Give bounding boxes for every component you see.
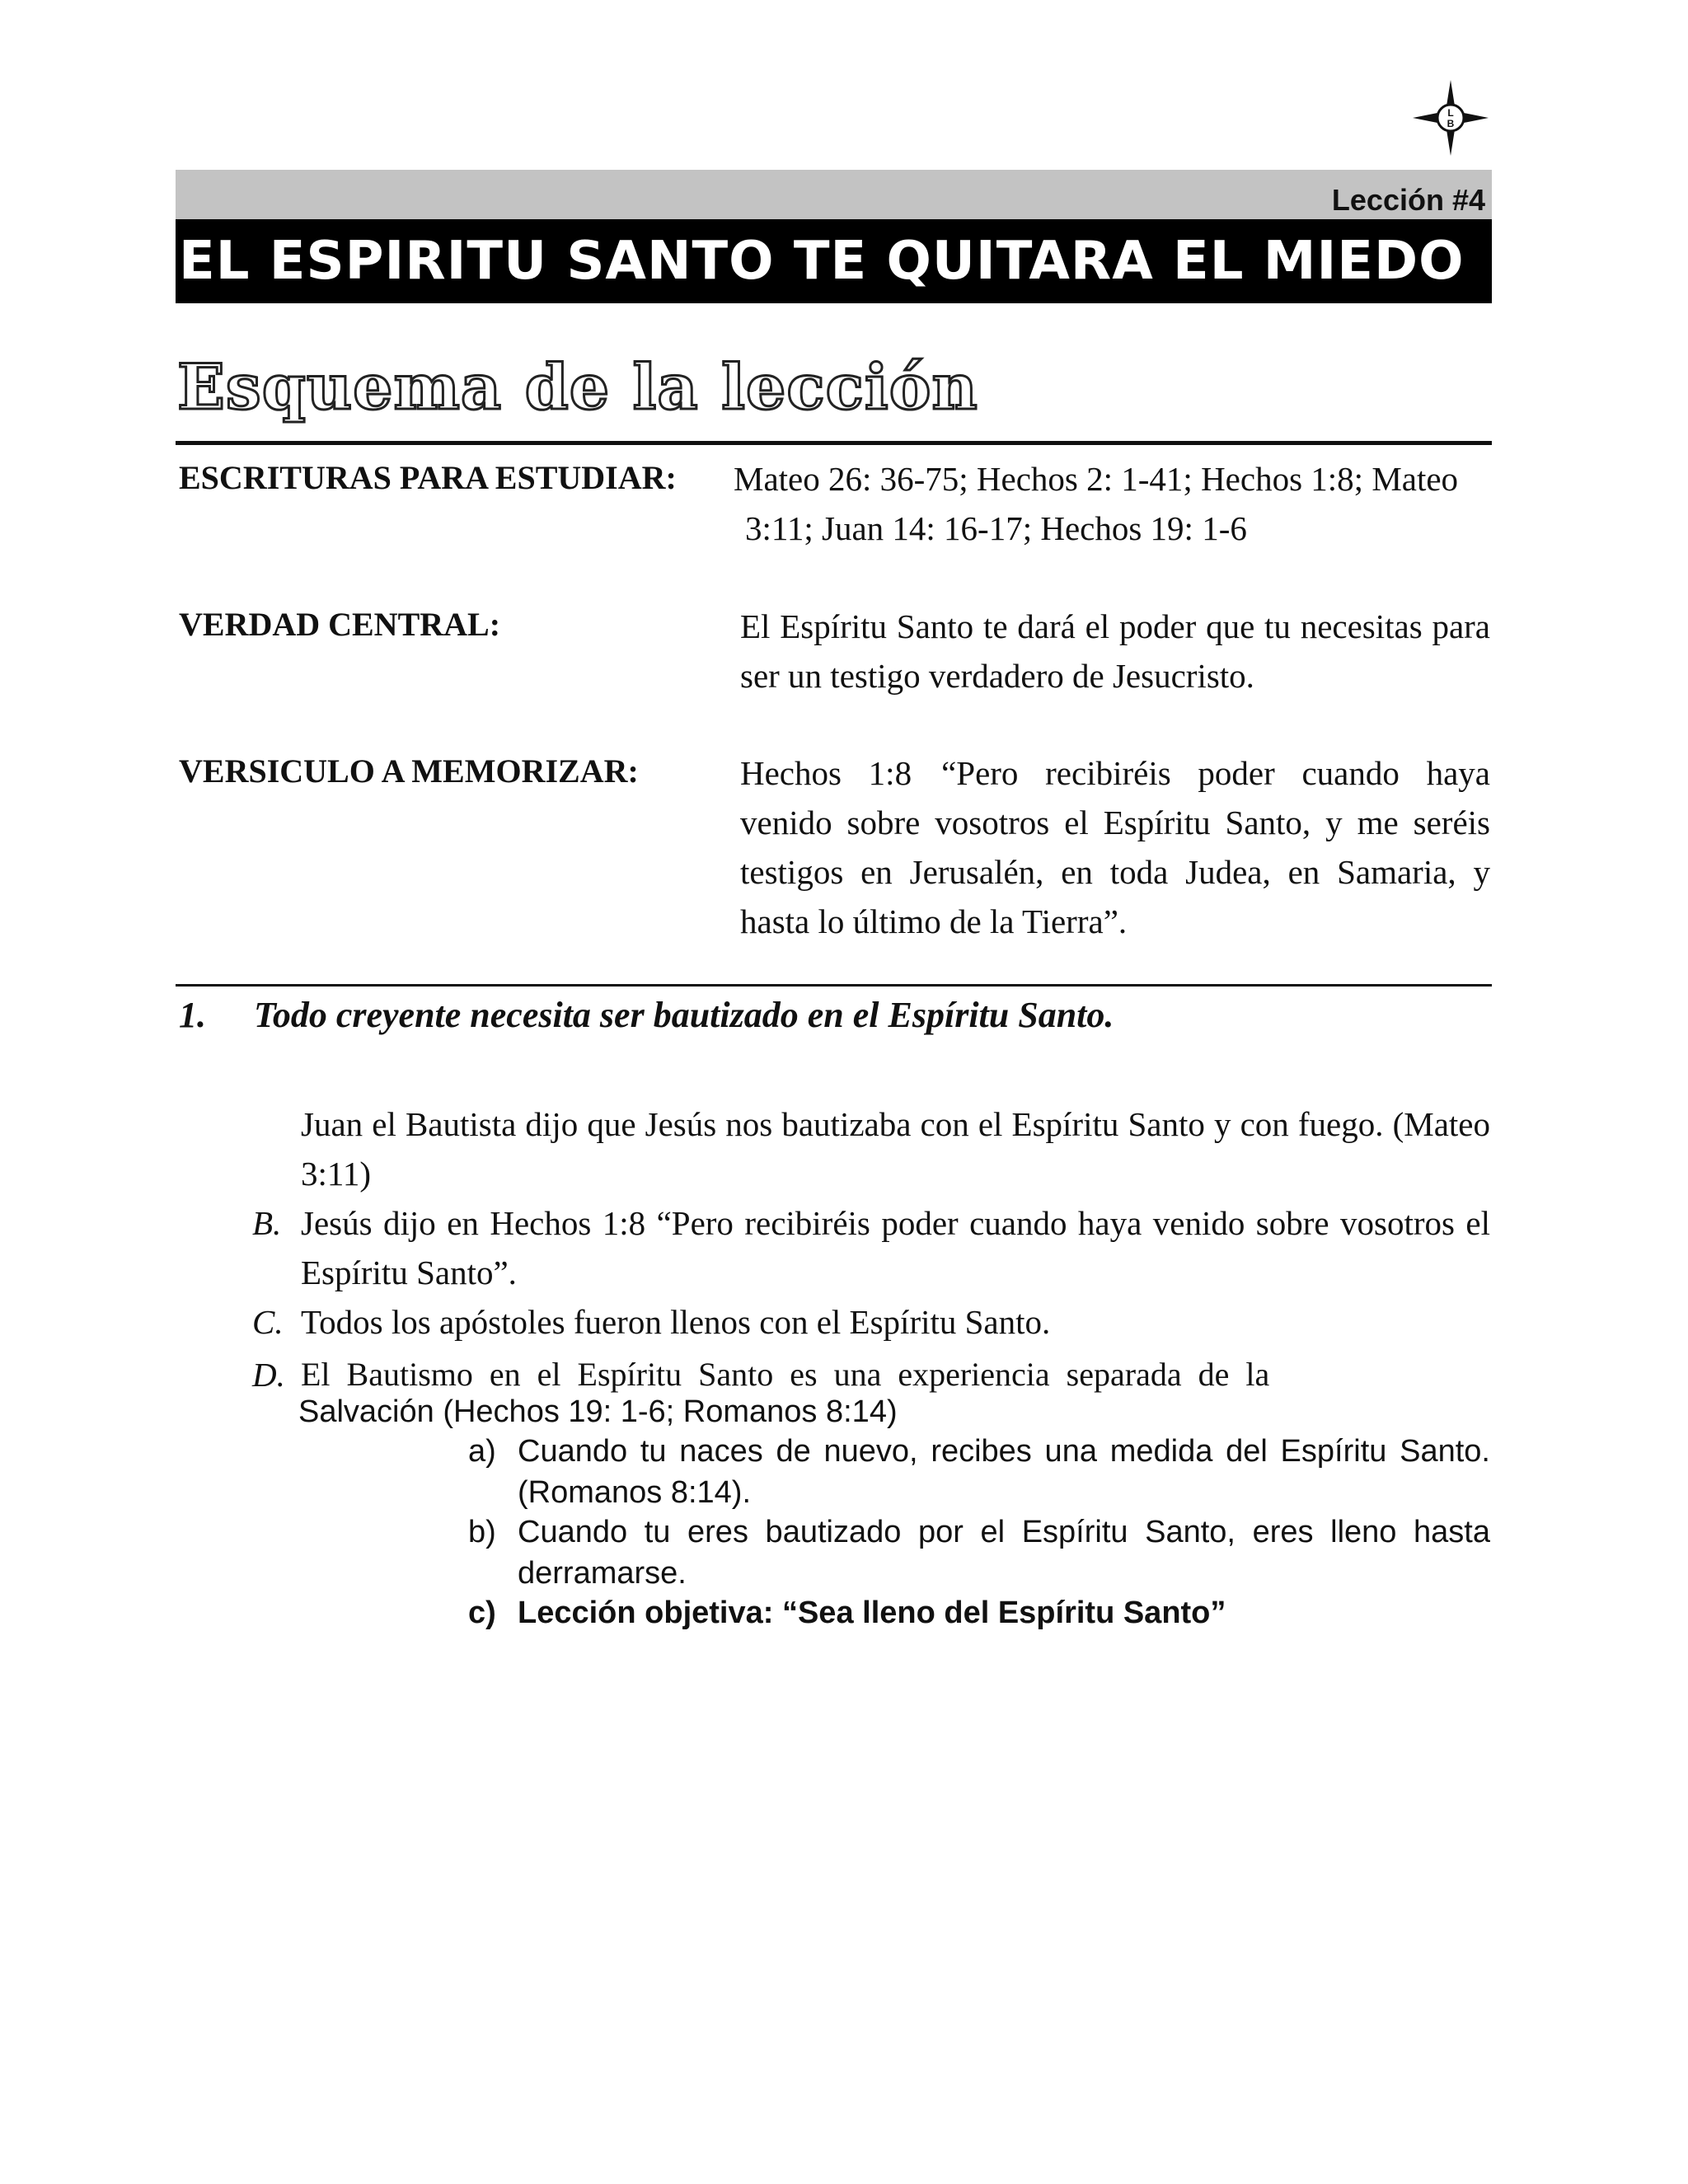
sub-item-letter: a) <box>468 1434 496 1469</box>
outline-heading: Esquema de la lección <box>177 350 978 424</box>
point-title: Todo creyente necesita ser bautizado en el Espíritu Santo. <box>254 995 1114 1035</box>
list-item-d-line-2: Salvación (Hechos 19: 1-6; Romanos 8:14) <box>298 1394 898 1429</box>
scriptures-value <box>734 454 1484 553</box>
logo-letter-b: B <box>1447 118 1455 129</box>
logo-letter-l: L <box>1447 107 1454 119</box>
sub-item: Cuando tu eres bautizado por el Espíritu Santo, eres lleno hasta derramarse. <box>518 1515 1490 1591</box>
list-item: Todos los apóstoles fueron llenos con el Espíritu Santo. <box>301 1303 1051 1341</box>
list-item: Jesús dijo en Hechos 1:8 “Pero recibiréis poder cuando haya venido sobre vosotros el Espíritu Santo”. <box>301 1204 1490 1291</box>
list-item-letter: D. <box>252 1356 285 1394</box>
point-number: 1. <box>179 995 206 1035</box>
list-item-letter: B. <box>252 1204 282 1242</box>
compass-star-icon <box>1411 78 1490 157</box>
sub-item: Cuando tu naces de nuevo, recibes una medida del Espíritu Santo. (Romanos 8:14). <box>518 1434 1490 1510</box>
memory-verse-label: VERSICULO A MEMORIZAR: <box>179 752 639 790</box>
memory-verse-value <box>740 748 1490 946</box>
lesson-title: EL ESPIRITU SANTO TE QUITARA EL MIEDO <box>176 219 1492 303</box>
list-item: Juan el Bautista dijo que Jesús nos bautizaba con el Espíritu Santo y con fuego. (Mateo 3:11) <box>301 1105 1490 1193</box>
section-divider <box>176 441 1492 445</box>
central-truth-value: El Espíritu Santo te dará el poder que tu necesitas para ser un testigo verdadero de Jesucristo. <box>740 607 1490 695</box>
central-truth-label: VERDAD CENTRAL: <box>179 606 501 643</box>
sub-item-letter: c) <box>468 1596 496 1630</box>
header-band <box>176 170 1492 219</box>
scriptures-line-1: Mateo 26: 36-75; Hechos 2: 1-41; Hechos 1:8; Mateo <box>734 460 1459 498</box>
point-divider <box>176 984 1492 987</box>
scriptures-label: ESCRITURAS PARA ESTUDIAR: <box>179 459 677 496</box>
memory-verse-text: “Pero recibiréis poder cuando haya venido sobre vosotros el Espíritu Santo, y me seréis testigos en Jerusalén, en toda Judea, en Samaria, y hasta lo último de la Tierra”. <box>740 754 1490 940</box>
lesson-number: Lección #4 <box>1331 183 1485 217</box>
sub-item-letter: b) <box>468 1515 496 1549</box>
scriptures-line-2: 3:11; Juan 14: 16-17; Hechos 19: 1-6 <box>745 509 1247 547</box>
sub-item-objective: Lección objetiva: “Sea lleno del Espíritu Santo” <box>518 1596 1226 1630</box>
list-item-d-line-1: El Bautismo en el Espíritu Santo es una experiencia separada de la <box>301 1356 1270 1393</box>
memory-verse-reference: Hechos 1:8 <box>740 754 912 792</box>
list-item-letter: C. <box>252 1303 284 1341</box>
